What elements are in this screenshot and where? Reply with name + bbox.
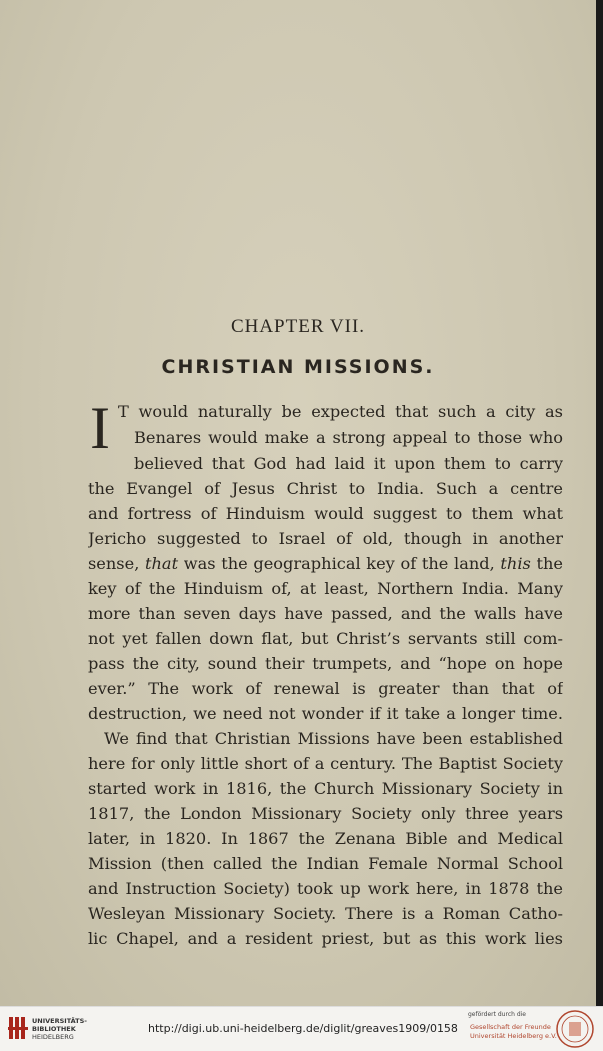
funded-by-label: gefördert durch die	[468, 1011, 526, 1018]
chapter-heading: CHAPTER VII.	[230, 316, 366, 337]
text-line: and fortress of Hinduism would suggest to them what	[88, 504, 563, 523]
text-line: the Evangel of Jesus Christ to India. Such a centre	[88, 479, 563, 498]
university-seal-icon	[555, 1009, 595, 1049]
text-line: We find that Christian Missions have been established	[104, 729, 563, 748]
page-edge	[596, 0, 603, 1006]
drop-cap: I	[90, 395, 110, 461]
text-line: believed that God had laid it upon them to carry	[134, 454, 563, 473]
text-line: here for only little short of a century. The Baptist Society	[88, 754, 563, 773]
footer-bar	[0, 1006, 603, 1051]
text-line: lic Chapel, and a resident priest, but as this work lies	[88, 929, 563, 948]
text-line: not yet fallen down flat, but Christ’s servants still com-	[88, 629, 563, 648]
text-line: pass the city, sound their trumpets, and “hope on hope	[88, 654, 563, 673]
text-line: ever.” The work of renewal is greater than that of	[88, 679, 563, 698]
text-line: Wesleyan Missionary Society. There is a Roman Catho-	[88, 904, 563, 923]
text-line: and Instruction Society) took up work here, in 1878 the	[88, 879, 563, 898]
text-line: Jericho suggested to Israel of old, though in another	[88, 529, 563, 548]
library-logo-icon	[8, 1015, 28, 1041]
text-line: started work in 1816, the Church Missionary Society in	[88, 779, 563, 798]
text-line: T would naturally be expected that such a city as	[118, 402, 563, 421]
page-url-link[interactable]: http://digi.ub.uni-heidelberg.de/diglit/greaves1909/0158	[148, 1022, 458, 1035]
text-line: Benares would make a strong appeal to those who	[134, 428, 563, 447]
text-line: Mission (then called the Indian Female Normal School	[88, 854, 563, 873]
text-line: more than seven days have passed, and the walls have	[88, 604, 563, 623]
text-line: destruction, we need not wonder if it take a longer time.	[88, 704, 563, 723]
society-name: Gesellschaft der Freunde Universität Heidelberg e.V.	[470, 1023, 557, 1040]
text-line-italic: sense, that was the geographical key of the land, this the	[88, 554, 563, 573]
chapter-title: CHRISTIAN MISSIONS.	[161, 356, 435, 378]
library-name: UNIVERSITÄTS- BIBLIOTHEK HEIDELBERG	[32, 1017, 87, 1041]
text-line: 1817, the London Missionary Society only three years	[88, 804, 563, 823]
text-line: later, in 1820. In 1867 the Zenana Bible and Medical	[88, 829, 563, 848]
text-line: key of the Hinduism of, at least, Northern India. Many	[88, 579, 563, 598]
